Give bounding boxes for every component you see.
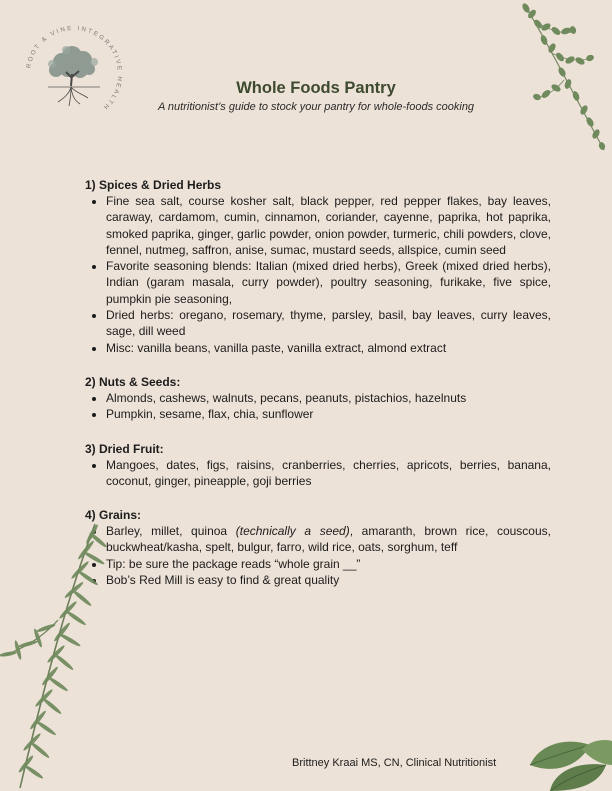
list-item: • Almonds, cashews, walnuts, pecans, peanuts, pistachios, hazelnuts (106, 390, 551, 406)
list-item: • Tip: be sure the package reads “whole grain __” (106, 556, 551, 572)
section-nuts-seeds (85, 374, 551, 423)
tree-logo-icon (22, 22, 126, 126)
section-spices (85, 177, 551, 356)
bullet-list (85, 523, 551, 588)
pantry-list (85, 177, 551, 606)
bullet-list (85, 193, 551, 356)
basil-leaves-decoration (520, 735, 612, 791)
section-heading: 2) Nuts & Seeds: (85, 374, 181, 389)
section-heading: 4) Grains: (85, 508, 142, 523)
grains-text: Barley, millet, quinoa (106, 524, 236, 539)
bullet-list (85, 390, 551, 423)
page-title: Whole Foods Pantry (236, 79, 396, 97)
section-dried-fruit (85, 441, 551, 490)
section-heading: 1) Spices & Dried Herbs (85, 178, 222, 192)
document-header (130, 78, 502, 114)
grains-note: (technically a seed) (235, 524, 350, 539)
grains-text: , amaranth, brown rice, couscous, buckwheat/kasha, spelt, bulgur, farro, wild rice, oats, sorghum, teff (106, 524, 551, 555)
section-heading: 3) Dried Fruit: (85, 441, 164, 456)
rosemary-icon (0, 520, 110, 791)
author-credit: Brittney Kraai MS, CN, Clinical Nutritionist (292, 757, 497, 769)
list-item: • Dried herbs: oregano, rosemary, thyme, parsley, basil, bay leaves, curry leaves, sage, dill weed (106, 307, 551, 340)
list-item: • Fine sea salt, course kosher salt, black pepper, red pepper flakes, bay leaves, caraway, cardamom, cumin, cinnamon, coriander, cayenne, paprika, hot paprika, smoked paprika, ginger, garlic powder, onion powder, turmeric, chili powders, clove, fennel, nutmeg, saffron, anise, sumac, mustard seeds, allspice, cumin seed (106, 193, 551, 258)
list-item: • Bob’s Red Mill is easy to find & great quality (106, 572, 551, 588)
page-subtitle: A nutritionist’s guide to stock your pantry for whole-foods cooking (157, 101, 475, 113)
basil-icon (520, 735, 612, 791)
list-item: • Misc: vanilla beans, vanilla paste, vanilla extract, almond extract (106, 340, 551, 356)
brand-logo (22, 22, 126, 126)
thyme-icon (516, 0, 612, 155)
list-item (106, 523, 551, 556)
list-item: • Favorite seasoning blends: Italian (mixed dried herbs), Greek (mixed dried herbs), Indian (garam masala, curry powder), poultry seasoning, furikake, five spice, pumpkin pie seasoning, (106, 258, 551, 307)
rosemary-sprig-decoration (0, 520, 110, 791)
list-item: • Mangoes, dates, figs, raisins, cranberries, cherries, apricots, berries, banana, coconut, ginger, pineapple, goji berries (106, 457, 551, 490)
bullet-list (85, 457, 551, 490)
logo-ring-text: ROOT & VINE INTEGRATIVE HEALTH (25, 24, 124, 112)
section-grains (85, 507, 551, 588)
list-item: • Pumpkin, sesame, flax, chia, sunflower (106, 406, 551, 422)
thyme-sprig-decoration (516, 0, 612, 155)
